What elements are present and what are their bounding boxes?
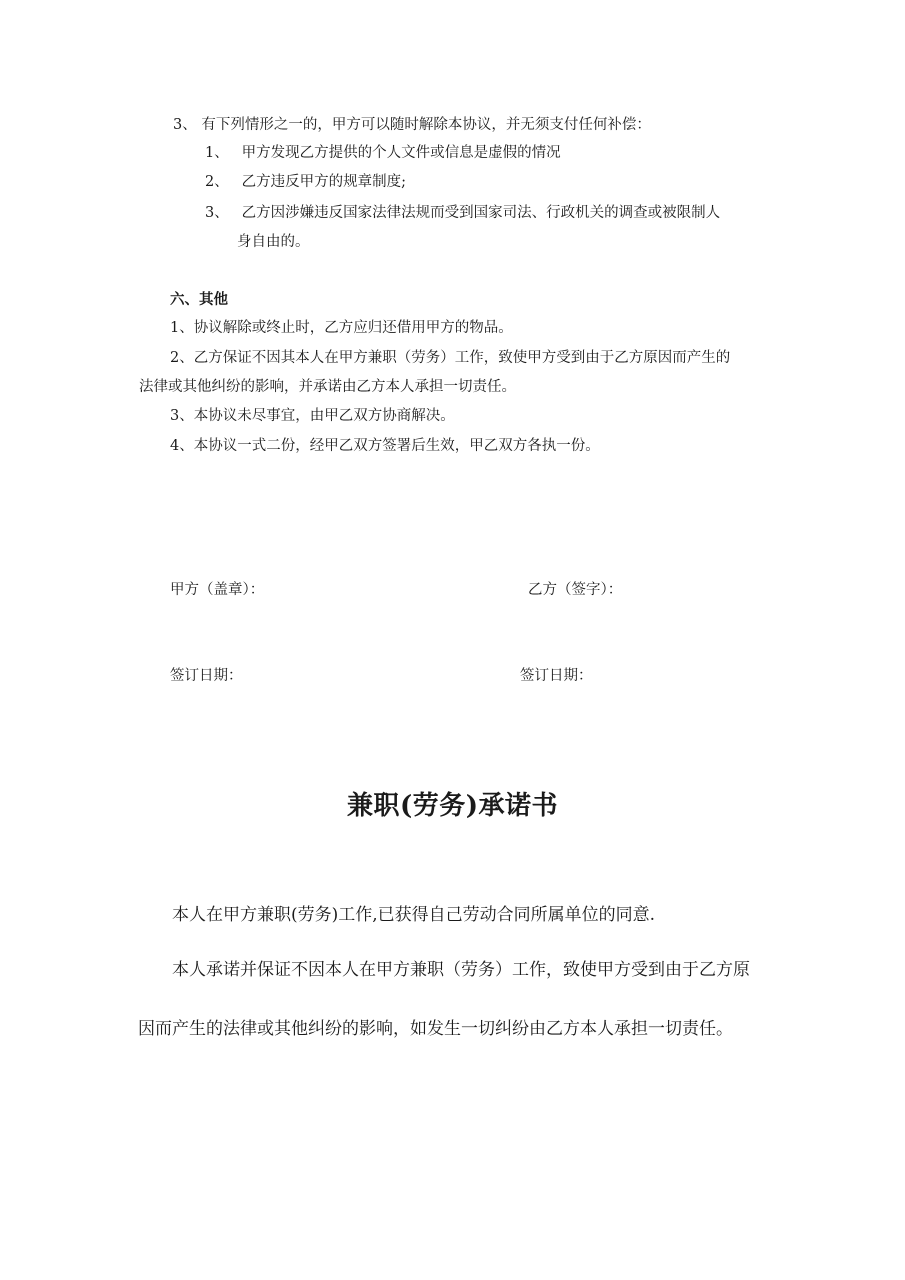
item-number: 2、 (205, 174, 229, 190)
section6-heading: 六、其他 (170, 291, 228, 308)
pledge-paragraph-2-line-1: 本人承诺并保证不因本人在甲方兼职（劳务）工作，致使甲方受到由于乙方原 (172, 960, 750, 980)
party-a-seal-label: 甲方（盖章）： (170, 582, 265, 598)
party-b-date-label: 签订日期： (520, 668, 593, 684)
party-a-date-label: 签订日期： (170, 668, 243, 684)
pledge-paragraph-2-line-2: 因而产生的法律或其他纠纷的影响，如发生一切纠纷由乙方本人承担一切责任。 (138, 1019, 733, 1039)
section6-paragraph-4: 4、本协议一式二份，经甲乙双方签署后生效，甲乙双方各执一份。 (170, 438, 600, 454)
clause3-intro: 3、 有下列情形之一的，甲方可以随时解除本协议，并无须支付任何补偿： (173, 117, 651, 133)
pledge-paragraph-1: 本人在甲方兼职(劳务)工作,已获得自己劳动合同所属单位的同意. (172, 905, 656, 925)
clause3-item-3 (205, 203, 720, 223)
section6-paragraph-2-line-1: 2、乙方保证不因其本人在甲方兼职（劳务）工作，致使甲方受到由于乙方原因而产生的 (170, 350, 731, 366)
item-text: 甲方发现乙方提供的个人文件或信息是虚假的情况 (241, 145, 561, 161)
clause3-item-2 (205, 172, 406, 192)
clause3-item-1 (205, 143, 561, 163)
party-b-signature-label: 乙方（签字）： (528, 582, 623, 598)
section6-paragraph-3: 3、本协议未尽事宜，由甲乙双方协商解决。 (170, 408, 455, 424)
item-number: 1、 (205, 145, 229, 161)
item-text: 乙方违反甲方的规章制度; (241, 174, 406, 190)
section6-paragraph-2-line-2: 法律或其他纠纷的影响，并承诺由乙方本人承担一切责任。 (139, 379, 516, 395)
item-number: 3、 (205, 205, 229, 221)
item-text: 乙方因涉嫌违反国家法律法规而受到国家司法、行政机关的调查或被限制人 (241, 205, 721, 221)
clause3-item-3-continued: 身自由的。 (237, 234, 310, 250)
pledge-title: 兼职(劳务)承诺书 (346, 791, 559, 821)
section6-paragraph-1: 1、协议解除或终止时，乙方应归还借用甲方的物品。 (170, 320, 513, 336)
